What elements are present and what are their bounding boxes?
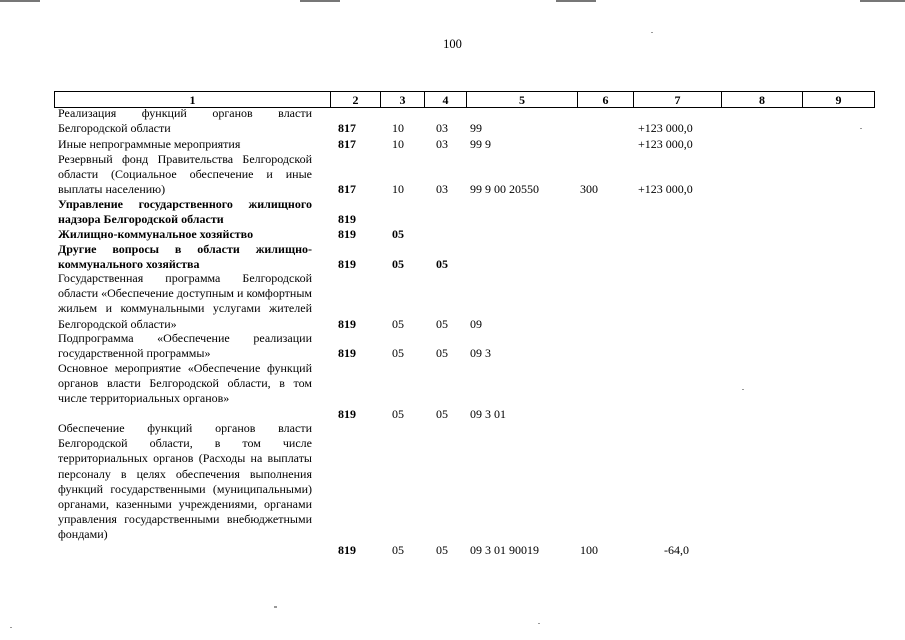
row-section: 10 — [392, 182, 404, 196]
row-section: 05 — [392, 257, 404, 271]
row-target-article: 09 3 — [470, 346, 491, 360]
row-admin-code: 817 — [338, 137, 356, 151]
row-name: Обеспечение функций органов власти Белгородской области, в том числе территориальных органов (Расходы на выплаты персоналу в целях обеспечения выполнения функций государственными (муниципальными) органами, казенными учреждениями, органами управления государственными внебюджетными фондами) — [58, 421, 312, 542]
row-subsection: 03 — [436, 182, 448, 196]
row-name: Подпрограмма «Обеспечение реализации государственной программы» — [58, 331, 312, 361]
row-amount: +123 000,0 — [638, 121, 693, 135]
column-header-2: 2 — [331, 92, 381, 108]
row-section: 10 — [392, 137, 404, 151]
column-header-5: 5 — [467, 92, 578, 108]
row-subsection: 05 — [436, 543, 448, 557]
row-admin-code: 819 — [338, 407, 356, 421]
top-rule-mid-1 — [300, 0, 340, 2]
scan-speck — [651, 32, 653, 33]
column-header-9: 9 — [803, 92, 875, 108]
row-subsection: 05 — [436, 346, 448, 360]
row-section: 05 — [392, 227, 404, 241]
row-section: 05 — [392, 346, 404, 360]
row-section: 05 — [392, 543, 404, 557]
row-admin-code: 817 — [338, 121, 356, 135]
row-target-article: 99 — [470, 121, 482, 135]
row-name: Другие вопросы в области жилищно-коммунального хозяйства — [58, 242, 312, 272]
row-target-article: 09 — [470, 317, 482, 331]
row-section: 05 — [392, 407, 404, 421]
row-amount: +123 000,0 — [638, 182, 693, 196]
row-name: Реализация функций органов власти Белгородской области — [58, 106, 312, 136]
top-rule-right — [860, 0, 905, 2]
row-admin-code: 819 — [338, 317, 356, 331]
page-number: 100 — [443, 37, 462, 51]
column-header-3: 3 — [381, 92, 425, 108]
row-name: Резервный фонд Правительства Белгородской области (Социальное обеспечение и иные выплаты населению) — [58, 152, 312, 197]
row-name: Жилищно-коммунальное хозяйство — [58, 227, 254, 241]
row-admin-code: 819 — [338, 346, 356, 360]
column-header-7: 7 — [634, 92, 722, 108]
row-target-article: 99 9 00 20550 — [470, 182, 539, 196]
row-section: 05 — [392, 317, 404, 331]
row-name: Иные непрограммные мероприятия — [58, 137, 241, 151]
row-section: 10 — [392, 121, 404, 135]
row-subsection: 03 — [436, 121, 448, 135]
column-header-4: 4 — [425, 92, 467, 108]
row-amount: +123 000,0 — [638, 137, 693, 151]
row-subsection: 05 — [436, 257, 448, 271]
row-target-article: 09 3 01 90019 — [470, 543, 539, 557]
row-admin-code: 819 — [338, 212, 356, 226]
row-amount: -64,0 — [664, 543, 689, 557]
scan-speck — [538, 623, 540, 624]
row-subsection: 05 — [436, 407, 448, 421]
row-admin-code: 817 — [338, 182, 356, 196]
row-name: Государственная программа Белгородской области «Обеспечение доступным и комфортным жильем и коммунальными услугами жителей Белгородской области» — [58, 271, 312, 331]
scan-speck — [274, 606, 277, 608]
row-subsection: 05 — [436, 317, 448, 331]
top-rule-mid-2 — [556, 0, 596, 2]
row-expense-type: 100 — [580, 543, 598, 557]
top-rule-left — [0, 0, 40, 2]
row-admin-code: 819 — [338, 257, 356, 271]
row-name: Основное мероприятие «Обеспечение функций органов власти Белгородской области, в том числе территориальных органов» — [58, 361, 312, 406]
row-name: Управление государственного жилищного надзора Белгородской области — [58, 197, 312, 227]
scan-speck — [742, 389, 744, 390]
row-subsection: 03 — [436, 137, 448, 151]
scan-speck — [860, 128, 862, 129]
scan-speck — [10, 627, 12, 628]
column-header-1: 1 — [55, 92, 331, 108]
row-admin-code: 819 — [338, 227, 356, 241]
column-header-6: 6 — [578, 92, 634, 108]
row-admin-code: 819 — [338, 543, 356, 557]
row-expense-type: 300 — [580, 182, 598, 196]
column-header-8: 8 — [722, 92, 803, 108]
row-target-article: 99 9 — [470, 137, 491, 151]
row-target-article: 09 3 01 — [470, 407, 506, 421]
